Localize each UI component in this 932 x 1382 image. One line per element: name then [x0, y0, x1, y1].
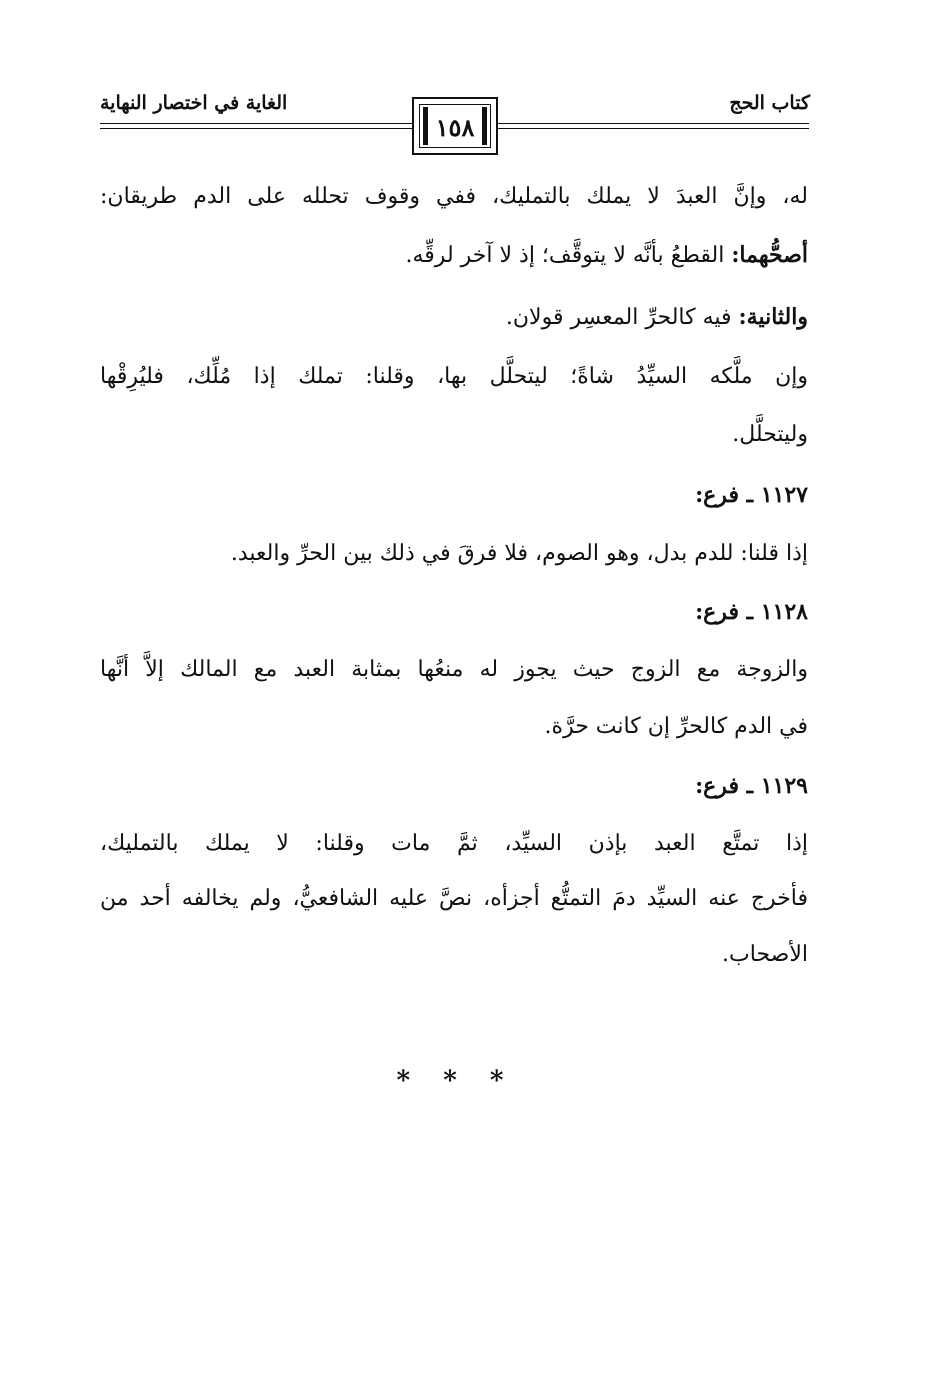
text-line: والزوجة مع الزوج حيث يجوز له منعُها بمثابة العبد مع المالك إلاَّ أنَّها [100, 657, 808, 682]
branch-heading: ١١٢٨ ـ فرع: [695, 599, 808, 625]
text-line: وليتحلَّل. [732, 422, 808, 447]
text-line: له، وإنَّ العبدَ لا يملك بالتمليك، ففي وقوف تحلله على الدم طريقان: [100, 184, 808, 209]
text-line: فأخرج عنه السيِّد دمَ التمتُّع أجزأه، نصَّ عليه الشافعيُّ، ولم يخالفه أحد من [100, 886, 808, 911]
section-ornament: * * * [396, 1066, 516, 1096]
chapter-title: كتاب الحج [729, 92, 810, 114]
text-line: في الدم كالحرِّ إن كانت حرَّة. [544, 714, 808, 739]
page-number: ١٥٨ [435, 113, 475, 142]
text-line: إذا قلنا: للدم بدل، وهو الصوم، فلا فرقَ في ذلك بين الحرِّ والعبد. [230, 541, 808, 566]
branch-heading: ١١٢٧ ـ فرع: [695, 482, 808, 508]
text-line [506, 302, 808, 333]
page-number-frame [412, 97, 498, 155]
text-line [406, 240, 809, 271]
paragraph-label: أصحُّهما: [731, 242, 808, 268]
branch-heading: ١١٢٩ ـ فرع: [695, 773, 808, 799]
paragraph-text: فيه كالحرِّ المعسِر قولان. [505, 305, 732, 330]
paragraph-label: والثانية: [738, 304, 808, 330]
paragraph-text: القطعُ بأنَّه لا يتوقَّف؛ إذ لا آخر لرقِّه. [405, 243, 725, 268]
book-title: الغاية في اختصار النهاية [100, 92, 288, 114]
text-line: وإن ملَّكه السيِّدُ شاةً؛ ليتحلَّل بها، وقلنا: تملك إذا مُلِّك، فليُرِقْها [100, 364, 808, 389]
text-line: الأصحاب. [722, 942, 808, 967]
text-line: إذا تمتَّع العبد بإذن السيِّد، ثمَّ مات وقلنا: لا يملك بالتمليك، [100, 831, 808, 856]
